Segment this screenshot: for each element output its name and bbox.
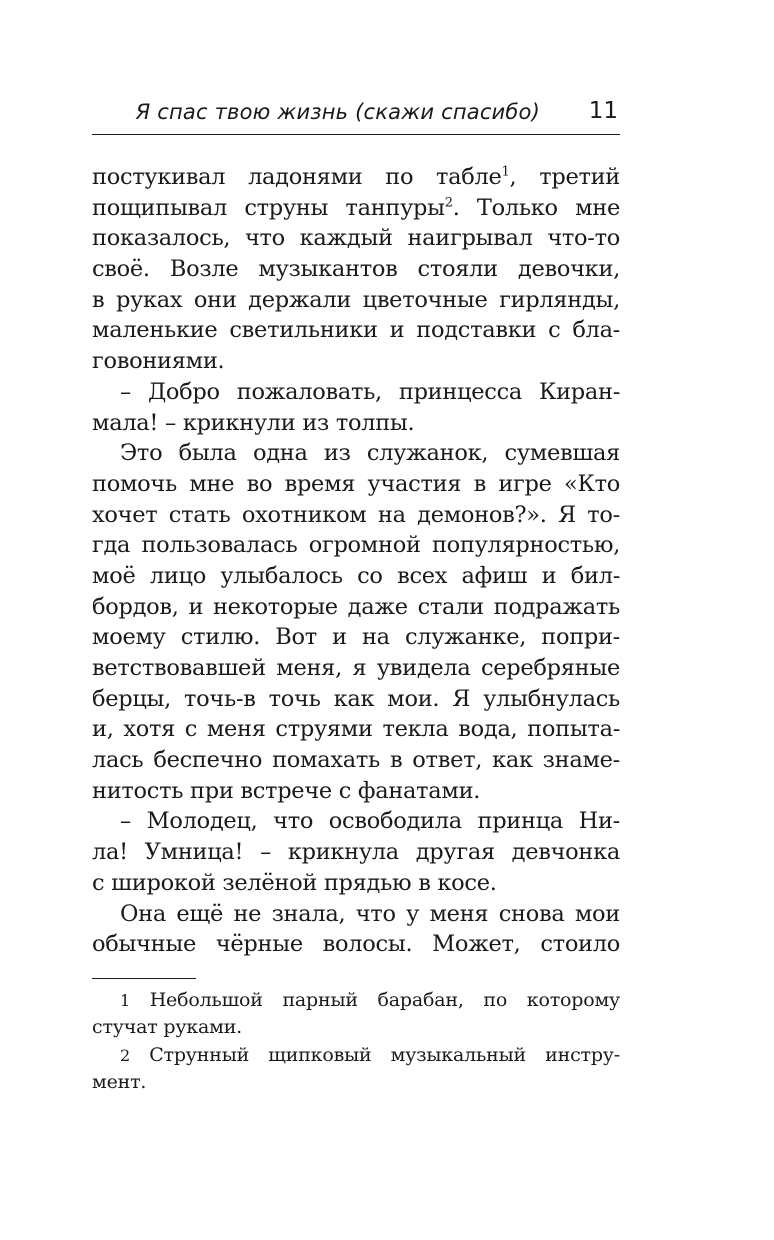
text-line: хочет стать охотником на демонов?». Я то- — [92, 501, 620, 528]
text-line: помочь мне во время участия в игре «Кто — [92, 470, 620, 497]
footnote-mark-2: 2 — [120, 1045, 130, 1065]
running-title: Я спас твою жизнь (скажи спасибо) — [135, 100, 540, 124]
text-line: нитость при встрече с фанатами. — [92, 777, 481, 804]
text-line: Она ещё не знала, что у меня снова мои — [120, 900, 620, 927]
text-line: мала! – крикнули из толпы. — [92, 409, 415, 436]
text-line: Это была одна из служанок, сумевшая — [120, 440, 620, 467]
footnote-ref-2: 2 — [444, 195, 453, 211]
text-line: берцы, точь-в точь как мои. Я улыбнулась — [92, 685, 620, 712]
text-line: – Добро пожаловать, принцесса Киран- — [120, 378, 620, 405]
text-line: ветствовавшей меня, я увидела серебряные — [92, 655, 620, 681]
text-line: ла! Умница! – крикнула другая девчонка — [92, 839, 620, 866]
text-line: маленькие светильники и подставки с бла- — [92, 317, 620, 344]
text-line: бордов, и некоторые даже стали подражать — [92, 593, 620, 620]
text-line: с широкой зелёной прядью в косе. — [92, 869, 497, 896]
footnote-1-continuation: стучат руками. — [92, 1016, 242, 1039]
footnote-2-continuation: мент. — [92, 1070, 147, 1093]
footnotes — [92, 987, 620, 1096]
text-line: лась беспечно помахать в ответ, как знаме- — [92, 747, 620, 774]
page-number: 11 — [588, 98, 618, 124]
footnote-1: 1 Небольшой парный барабан, по которому — [120, 989, 620, 1011]
text-line: показалось, что каждый наигрывал что-то — [92, 225, 620, 252]
text-line: обычные чёрные волосы. Может, стоило — [92, 931, 620, 958]
text-line: моё лицо улыбалось со всех афиш и бил- — [92, 562, 620, 589]
footnote-ref-1: 1 — [501, 164, 510, 180]
text-line: – Молодец, что освободила принца Ни- — [120, 808, 620, 835]
text-line: пощипывал струны танпуры$^2$. Только мне — [92, 194, 621, 221]
footnote-2: 2 Струнный щипковый музыкальный инстру- — [120, 1043, 621, 1066]
text-line: и, хотя с меня струями текла вода, попыта- — [92, 716, 620, 743]
running-header — [92, 98, 620, 135]
text-line: гда пользовалась огромной популярностью, — [92, 532, 620, 559]
text-line: в руках они держали цветочные гирлянды, — [92, 286, 620, 313]
text-line: говониями. — [92, 348, 225, 375]
text-line: моему стилю. Вот и на служанке, попри- — [92, 624, 620, 651]
text-line: своё. Возле музыкантов стояли девочки, — [92, 256, 620, 283]
body-text — [92, 162, 620, 960]
footnote-mark-1: 1 — [120, 991, 130, 1010]
text-line: постукивал ладонями по табле$^1$, третий — [92, 164, 620, 190]
footnote-separator — [92, 978, 196, 979]
